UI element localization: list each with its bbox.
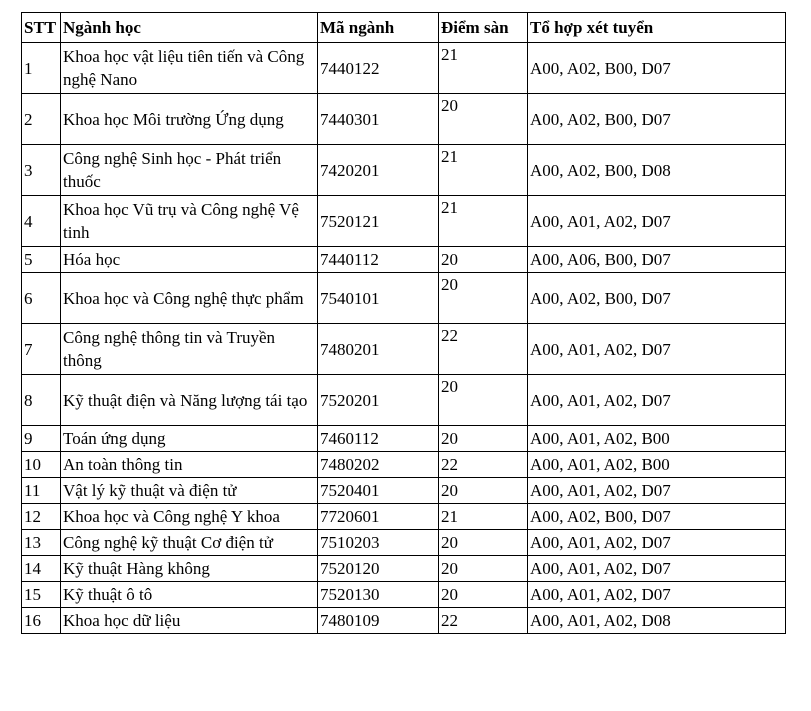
table-row xyxy=(22,43,786,94)
cell-nganh: Toán ứng dụng xyxy=(61,426,318,452)
cell-ma: 7510203 xyxy=(318,530,439,556)
cell-stt: 15 xyxy=(22,582,61,608)
table-row xyxy=(22,478,786,504)
cell-ma: 7440122 xyxy=(318,43,439,94)
cell-diem: 22 xyxy=(439,608,528,634)
cell-diem: 22 xyxy=(439,324,528,375)
header-diem: Điểm sàn xyxy=(439,13,528,43)
cell-tohop: A00, A02, B00, D07 xyxy=(528,43,786,94)
cell-nganh: Khoa học Môi trường Ứng dụng xyxy=(61,94,318,145)
table-row xyxy=(22,530,786,556)
cell-ma: 7720601 xyxy=(318,504,439,530)
cell-nganh: Kỹ thuật ô tô xyxy=(61,582,318,608)
cell-ma: 7440301 xyxy=(318,94,439,145)
cell-nganh: Khoa học vật liệu tiên tiến và Công nghệ Nano xyxy=(61,43,318,94)
table-row xyxy=(22,145,786,196)
table-row xyxy=(22,426,786,452)
cell-stt: 7 xyxy=(22,324,61,375)
cell-tohop: A00, A02, B00, D07 xyxy=(528,504,786,530)
cell-diem: 21 xyxy=(439,43,528,94)
cell-tohop: A00, A01, A02, D07 xyxy=(528,375,786,426)
cell-nganh: Vật lý kỹ thuật và điện tử xyxy=(61,478,318,504)
table-row xyxy=(22,556,786,582)
cell-stt: 9 xyxy=(22,426,61,452)
table-row xyxy=(22,504,786,530)
cell-stt: 16 xyxy=(22,608,61,634)
cell-ma: 7480202 xyxy=(318,452,439,478)
cell-diem: 21 xyxy=(439,504,528,530)
cell-diem: 22 xyxy=(439,452,528,478)
cell-ma: 7520130 xyxy=(318,582,439,608)
cell-tohop: A00, A01, A02, D07 xyxy=(528,324,786,375)
cell-ma: 7540101 xyxy=(318,273,439,324)
cell-nganh: Khoa học và Công nghệ thực phẩm xyxy=(61,273,318,324)
table-row xyxy=(22,608,786,634)
admission-table xyxy=(21,12,786,634)
cell-stt: 12 xyxy=(22,504,61,530)
cell-tohop: A00, A01, A02, D07 xyxy=(528,478,786,504)
cell-diem: 20 xyxy=(439,556,528,582)
cell-stt: 2 xyxy=(22,94,61,145)
cell-stt: 14 xyxy=(22,556,61,582)
cell-nganh: Kỹ thuật Hàng không xyxy=(61,556,318,582)
header-nganh: Ngành học xyxy=(61,13,318,43)
header-tohop: Tổ hợp xét tuyển xyxy=(528,13,786,43)
cell-ma: 7460112 xyxy=(318,426,439,452)
cell-stt: 8 xyxy=(22,375,61,426)
cell-stt: 4 xyxy=(22,196,61,247)
cell-stt: 10 xyxy=(22,452,61,478)
cell-tohop: A00, A01, A02, D08 xyxy=(528,608,786,634)
cell-diem: 20 xyxy=(439,426,528,452)
cell-diem: 20 xyxy=(439,478,528,504)
cell-ma: 7480201 xyxy=(318,324,439,375)
cell-diem: 20 xyxy=(439,530,528,556)
cell-tohop: A00, A06, B00, D07 xyxy=(528,247,786,273)
table-row xyxy=(22,273,786,324)
cell-nganh: Khoa học Vũ trụ và Công nghệ Vệ tinh xyxy=(61,196,318,247)
cell-diem: 20 xyxy=(439,94,528,145)
cell-ma: 7520401 xyxy=(318,478,439,504)
cell-diem: 21 xyxy=(439,145,528,196)
cell-nganh: Khoa học dữ liệu xyxy=(61,608,318,634)
cell-ma: 7480109 xyxy=(318,608,439,634)
cell-tohop: A00, A02, B00, D07 xyxy=(528,273,786,324)
cell-diem: 20 xyxy=(439,247,528,273)
cell-tohop: A00, A02, B00, D08 xyxy=(528,145,786,196)
cell-tohop: A00, A01, A02, D07 xyxy=(528,196,786,247)
cell-nganh: Công nghệ thông tin và Truyền thông xyxy=(61,324,318,375)
cell-stt: 6 xyxy=(22,273,61,324)
cell-stt: 13 xyxy=(22,530,61,556)
header-row xyxy=(22,13,786,43)
cell-stt: 5 xyxy=(22,247,61,273)
cell-diem: 20 xyxy=(439,375,528,426)
cell-stt: 3 xyxy=(22,145,61,196)
cell-nganh: Khoa học và Công nghệ Y khoa xyxy=(61,504,318,530)
header-ma: Mã ngành xyxy=(318,13,439,43)
header-stt: STT xyxy=(22,13,61,43)
cell-stt: 11 xyxy=(22,478,61,504)
cell-tohop: A00, A01, A02, B00 xyxy=(528,452,786,478)
cell-nganh: Kỹ thuật điện và Năng lượng tái tạo xyxy=(61,375,318,426)
cell-ma: 7520120 xyxy=(318,556,439,582)
cell-diem: 20 xyxy=(439,273,528,324)
table-row xyxy=(22,94,786,145)
cell-ma: 7420201 xyxy=(318,145,439,196)
cell-nganh: Hóa học xyxy=(61,247,318,273)
table-row xyxy=(22,375,786,426)
cell-nganh: Công nghệ Sinh học - Phát triển thuốc xyxy=(61,145,318,196)
table-row xyxy=(22,247,786,273)
cell-tohop: A00, A01, A02, D07 xyxy=(528,530,786,556)
table-row xyxy=(22,582,786,608)
cell-tohop: A00, A01, A02, D07 xyxy=(528,556,786,582)
table-row xyxy=(22,196,786,247)
cell-diem: 20 xyxy=(439,582,528,608)
cell-nganh: Công nghệ kỹ thuật Cơ điện tử xyxy=(61,530,318,556)
cell-diem: 21 xyxy=(439,196,528,247)
cell-ma: 7520121 xyxy=(318,196,439,247)
table-row xyxy=(22,324,786,375)
cell-stt: 1 xyxy=(22,43,61,94)
table-row xyxy=(22,452,786,478)
cell-tohop: A00, A02, B00, D07 xyxy=(528,94,786,145)
cell-ma: 7520201 xyxy=(318,375,439,426)
cell-ma: 7440112 xyxy=(318,247,439,273)
cell-tohop: A00, A01, A02, B00 xyxy=(528,426,786,452)
cell-tohop: A00, A01, A02, D07 xyxy=(528,582,786,608)
cell-nganh: An toàn thông tin xyxy=(61,452,318,478)
